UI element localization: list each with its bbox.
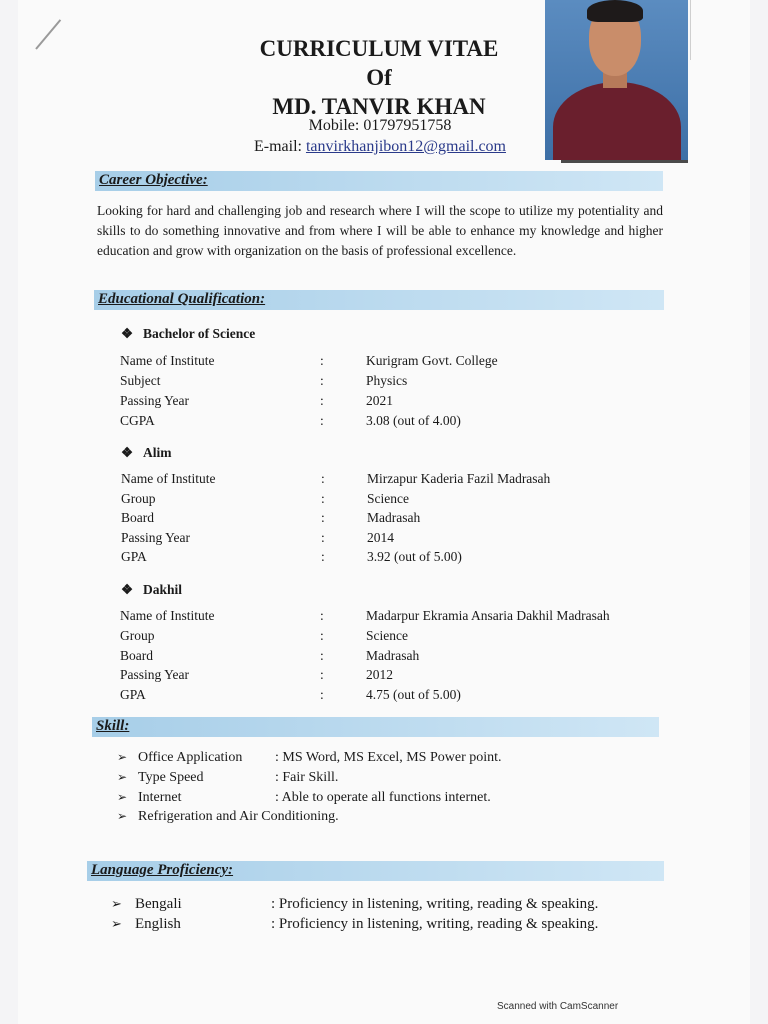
mobile-line	[225, 117, 535, 135]
career-objective-text: Looking for hard and challenging job and research where I will the scope to utilize my potentiality and skills to do something innovative and from where I will be able to enhance my knowledge and higher education and grow with organization on the basis of professional excellence.	[97, 203, 663, 258]
diamond-icon: ❖	[121, 582, 134, 597]
arrow-bullet-icon: ➢	[117, 770, 128, 784]
education-bar	[94, 290, 664, 310]
language-heading: Language Proficiency:	[91, 862, 234, 878]
email-label: E-mail:	[253, 138, 302, 155]
arrow-bullet-icon: ➢	[117, 809, 128, 823]
arrow-bullet-icon: ➢	[117, 790, 128, 804]
arrow-bullet-icon: ➢	[111, 916, 122, 931]
mobile-number: 01797951758	[363, 117, 452, 134]
cv-title	[250, 34, 508, 121]
title-line-1: CURRICULUM VITAE	[259, 36, 499, 61]
group-heading-dakhil: ❖ Dakhil	[121, 582, 183, 597]
group-heading-alim: ❖ Alim	[121, 445, 172, 460]
career-objective-bar	[95, 171, 663, 191]
diamond-icon: ❖	[121, 445, 134, 460]
title-line-2: Of	[366, 65, 392, 90]
photo-underline	[561, 160, 688, 163]
arrow-bullet-icon: ➢	[111, 896, 122, 911]
email-link[interactable]: tanvirkhanjibon12@gmail.com	[305, 138, 506, 155]
language-bar	[87, 861, 664, 881]
group-heading-bsc: ❖ Bachelor of Science	[121, 326, 256, 341]
education-heading: Educational Qualification:	[98, 291, 266, 307]
photo-edge	[690, 0, 697, 60]
email-line	[225, 138, 535, 156]
skill-bar	[92, 717, 659, 737]
career-objective-heading: Career Objective:	[99, 172, 208, 188]
skill-heading: Skill:	[96, 718, 130, 734]
profile-photo	[545, 0, 688, 160]
arrow-bullet-icon: ➢	[117, 750, 128, 764]
diamond-icon: ❖	[121, 326, 134, 341]
mobile-label: Mobile:	[308, 117, 360, 134]
scanner-watermark: Scanned with CamScanner	[497, 1001, 619, 1012]
title-line-3: MD. TANVIR KHAN	[272, 94, 486, 119]
